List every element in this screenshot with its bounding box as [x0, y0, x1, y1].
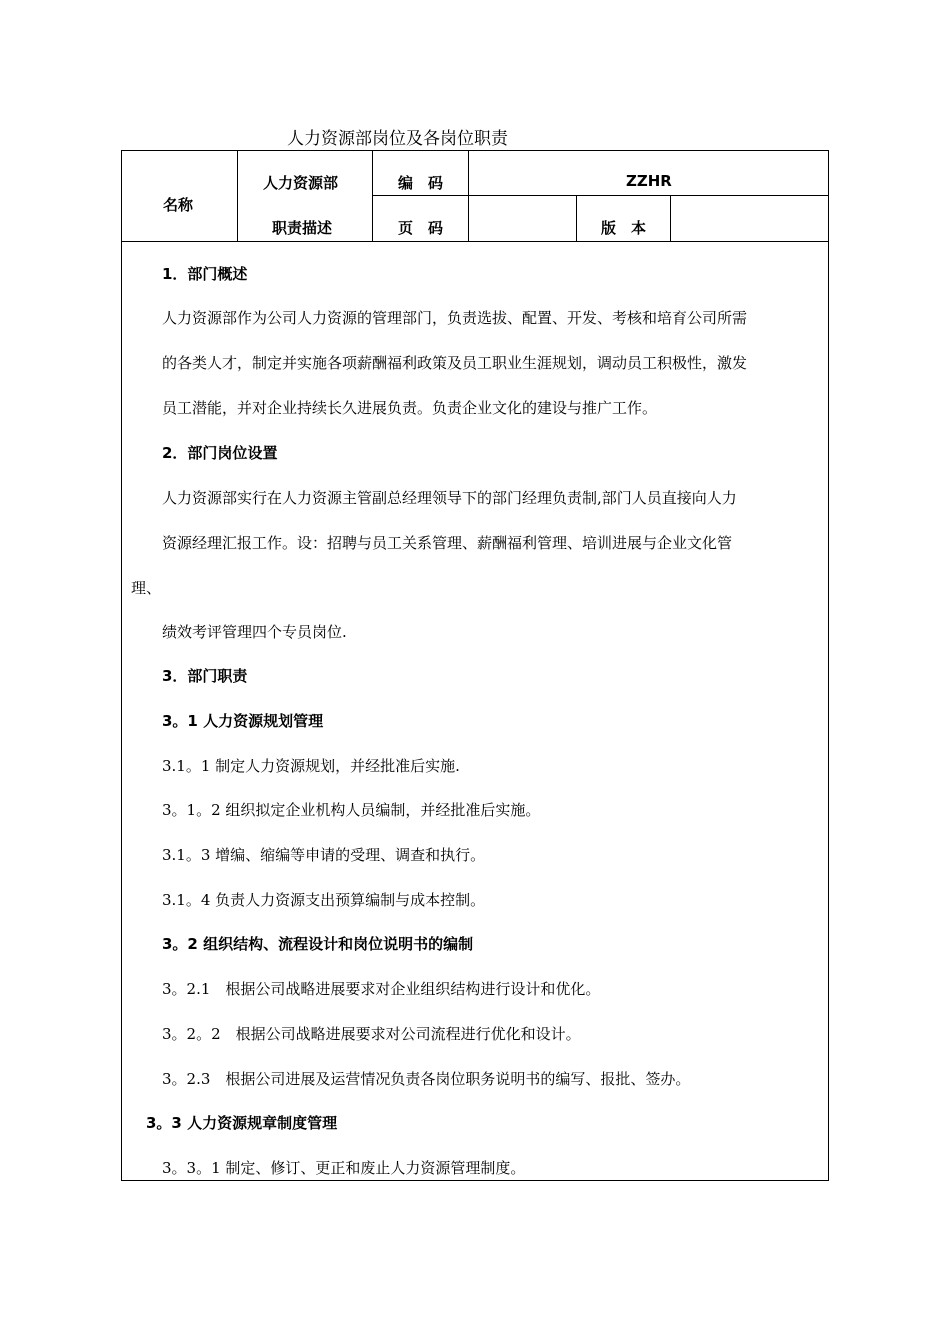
list-item: 3.1。1 制定人力资源规划，并经批准后实施. — [162, 757, 460, 775]
header-bottom-line — [121, 241, 829, 242]
section-heading: 1．部门概述 — [162, 265, 248, 283]
paragraph-line: 绩效考评管理四个专员岗位. — [162, 623, 347, 641]
dept-name: 人力资源部 — [263, 174, 339, 192]
list-item: 3。1。2 组织拟定企业机构人员编制，并经批准后实施。 — [162, 801, 541, 819]
list-item: 3.1。3 增编、缩编等申请的受理、调查和执行。 — [162, 846, 486, 864]
section-heading: 3．部门职责 — [162, 667, 248, 685]
paragraph-line: 员工潜能，并对企业持续长久进展负责。负责企业文化的建设与推广工作。 — [162, 399, 658, 417]
header-col-divider-3 — [468, 150, 469, 242]
header-col-divider-4 — [576, 196, 577, 242]
name-label: 名称 — [163, 196, 194, 214]
header-row-divider — [372, 195, 829, 196]
paragraph-line: 资源经理汇报工作。设：招聘与员工关系管理、薪酬福利管理、培训进展与企业文化管 — [162, 534, 733, 552]
header-col-divider-1 — [237, 150, 238, 242]
subsection-heading: 3。3 人力资源规章制度管理 — [146, 1114, 338, 1132]
duty-desc-label: 职责描述 — [272, 219, 333, 237]
code-label: 编 码 — [398, 174, 444, 192]
list-item: 3。2.1 根据公司战略进展要求对企业组织结构进行设计和优化。 — [162, 980, 601, 998]
section-heading: 2．部门岗位设置 — [162, 444, 278, 462]
list-item: 3。2。2 根据公司战略进展要求对公司流程进行优化和设计。 — [162, 1025, 581, 1043]
code-value: ZZHR — [626, 172, 672, 190]
subsection-heading: 3。1 人力资源规划管理 — [162, 712, 324, 730]
page-label: 页 码 — [398, 219, 444, 237]
paragraph-line: 理、 — [131, 579, 162, 597]
paragraph-line: 的各类人才，制定并实施各项薪酬福利政策及员工职业生涯规划，调动员工积极性，激发 — [162, 354, 748, 372]
header-col-divider-5 — [670, 196, 671, 242]
list-item: 3。2.3 根据公司进展及运营情况负责各岗位职务说明书的编写、报批、签办。 — [162, 1070, 691, 1088]
list-item: 3。3。1 制定、修订、更正和废止人力资源管理制度。 — [162, 1159, 526, 1177]
version-label: 版 本 — [601, 219, 647, 237]
document-title: 人力资源部岗位及各岗位职责 — [287, 129, 508, 149]
paragraph-line: 人力资源部实行在人力资源主管副总经理领导下的部门经理负责制,部门人员直接向人力 — [162, 489, 737, 507]
subsection-heading: 3。2 组织结构、流程设计和岗位说明书的编制 — [162, 935, 474, 953]
header-col-divider-2 — [372, 150, 373, 242]
paragraph-line: 人力资源部作为公司人力资源的管理部门，负责选拔、配置、开发、考核和培育公司所需 — [162, 309, 748, 327]
list-item: 3.1。4 负责人力资源支出预算编制与成本控制。 — [162, 891, 486, 909]
